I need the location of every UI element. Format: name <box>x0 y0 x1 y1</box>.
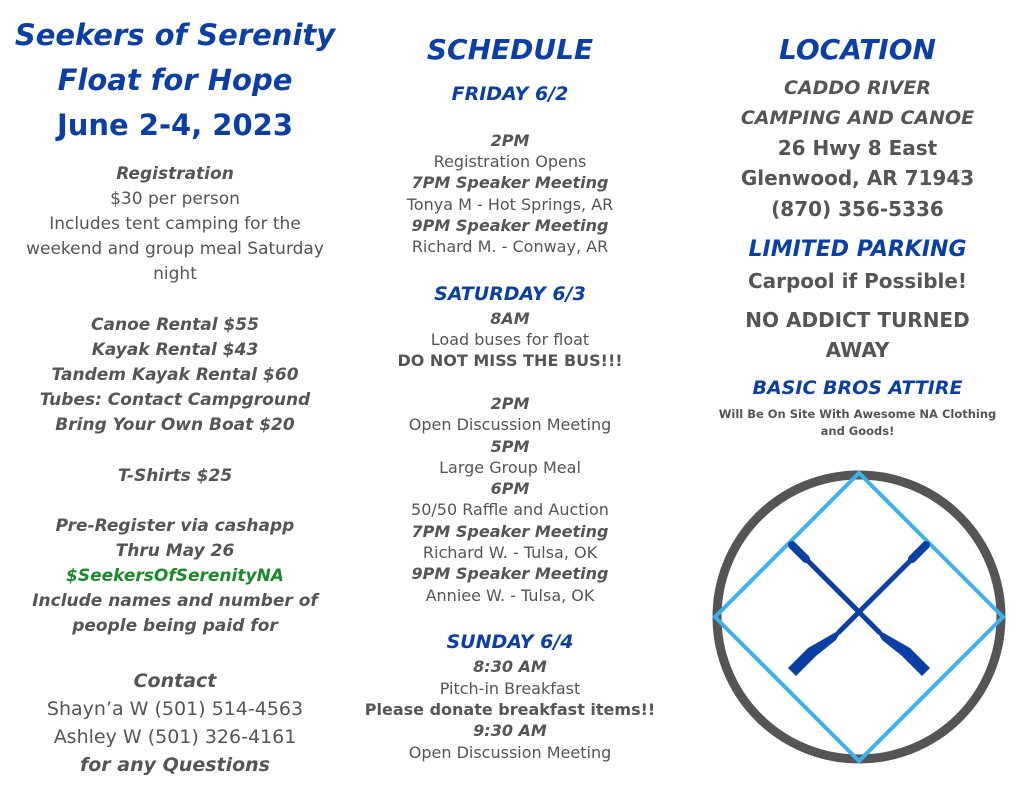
schedule-time: 8:30 AM <box>473 657 547 676</box>
crossed-paddles-logo <box>710 468 1008 766</box>
schedule-event: Open Discussion Meeting <box>408 743 612 762</box>
schedule-event: Large Group Meal <box>439 458 581 477</box>
tshirt-price: T-Shirts $25 <box>117 466 233 486</box>
schedule-time: 9:30 AM <box>473 721 547 740</box>
address-line: Glenwood, AR 71943 <box>740 166 975 190</box>
schedule-time: 7PM Speaker Meeting <box>411 173 609 192</box>
contact-person: Shayn’a W (501) 514-4563 <box>46 698 304 720</box>
contact-footer: for any Questions <box>79 754 270 776</box>
rental-item: Kayak Rental $43 <box>91 340 259 360</box>
attire-note-line: Will Be On Site With Awesome NA Clothing <box>718 407 997 421</box>
address-line: 26 Hwy 8 East <box>777 136 938 160</box>
event-title-line-1: Seekers of Serenity <box>14 18 336 52</box>
venue-name-line: CADDO RIVER <box>784 77 931 99</box>
policy-line: NO ADDICT TURNED <box>745 308 970 332</box>
registration-price: $30 per person <box>110 189 240 209</box>
registration-desc-3: night <box>153 264 197 284</box>
schedule-time: 9PM Speaker Meeting <box>411 216 609 235</box>
preregister-line-1: Pre-Register via cashapp <box>55 516 295 536</box>
sunday-heading: SUNDAY 6/4 <box>446 631 574 653</box>
parking-note: Carpool if Possible! <box>747 269 968 293</box>
registration-desc-2: weekend and group meal Saturday <box>26 239 324 259</box>
schedule-time: 2PM <box>490 131 530 150</box>
schedule-note: DO NOT MISS THE BUS!!! <box>397 351 623 370</box>
attire-note-line: and Goods! <box>820 424 895 438</box>
policy-line: AWAY <box>825 338 890 362</box>
cashapp-handle: $SeekersOfSerenityNA <box>66 566 284 586</box>
schedule-time: 7PM Speaker Meeting <box>411 522 609 541</box>
parking-heading: LIMITED PARKING <box>748 237 967 262</box>
schedule-event: Richard W. - Tulsa, OK <box>422 543 598 562</box>
event-dates: June 2-4, 2023 <box>56 108 294 142</box>
event-title-line-2: Float for Hope <box>57 63 293 97</box>
preregister-line-2: Thru May 26 <box>115 541 235 561</box>
schedule-time: 9PM Speaker Meeting <box>411 564 609 583</box>
schedule-heading: SCHEDULE <box>426 33 594 66</box>
phone-number: (870) 356-5336 <box>771 197 944 221</box>
venue-name-line: CAMPING AND CANOE <box>740 107 975 129</box>
registration-desc-1: Includes tent camping for the <box>49 214 301 234</box>
schedule-event: Registration Opens <box>433 152 587 171</box>
registration-heading: Registration <box>116 164 234 184</box>
schedule-event: Pitch-in Breakfast <box>439 679 581 698</box>
contact-person: Ashley W (501) 326-4161 <box>53 726 297 748</box>
schedule-event: 50/50 Raffle and Auction <box>411 500 609 519</box>
rental-item: Bring Your Own Boat $20 <box>55 415 295 435</box>
attire-heading: BASIC BROS ATTIRE <box>752 377 963 399</box>
schedule-event: Tonya M - Hot Springs, AR <box>406 195 614 214</box>
location-heading: LOCATION <box>779 33 936 66</box>
schedule-event: Load buses for float <box>430 330 590 349</box>
friday-heading: FRIDAY 6/2 <box>451 83 569 105</box>
schedule-event: Anniee W. - Tulsa, OK <box>425 586 595 605</box>
rental-item: Canoe Rental $55 <box>91 315 259 335</box>
saturday-heading: SATURDAY 6/3 <box>434 283 586 305</box>
schedule-time: 8AM <box>490 309 530 328</box>
include-line-1: Include names and number of <box>32 591 318 611</box>
include-line-2: people being paid for <box>72 616 278 636</box>
logo-ring <box>717 475 1001 759</box>
schedule-event: Open Discussion Meeting <box>408 415 612 434</box>
rental-item: Tubes: Contact Campground <box>39 390 311 410</box>
schedule-note: Please donate breakfast items!! <box>364 700 656 719</box>
schedule-time: 6PM <box>490 479 530 498</box>
contact-heading: Contact <box>133 670 217 692</box>
schedule-time: 5PM <box>490 437 530 456</box>
schedule-time: 2PM <box>490 394 530 413</box>
rental-item: Tandem Kayak Rental $60 <box>51 365 299 385</box>
schedule-event: Richard M. - Conway, AR <box>411 237 609 256</box>
